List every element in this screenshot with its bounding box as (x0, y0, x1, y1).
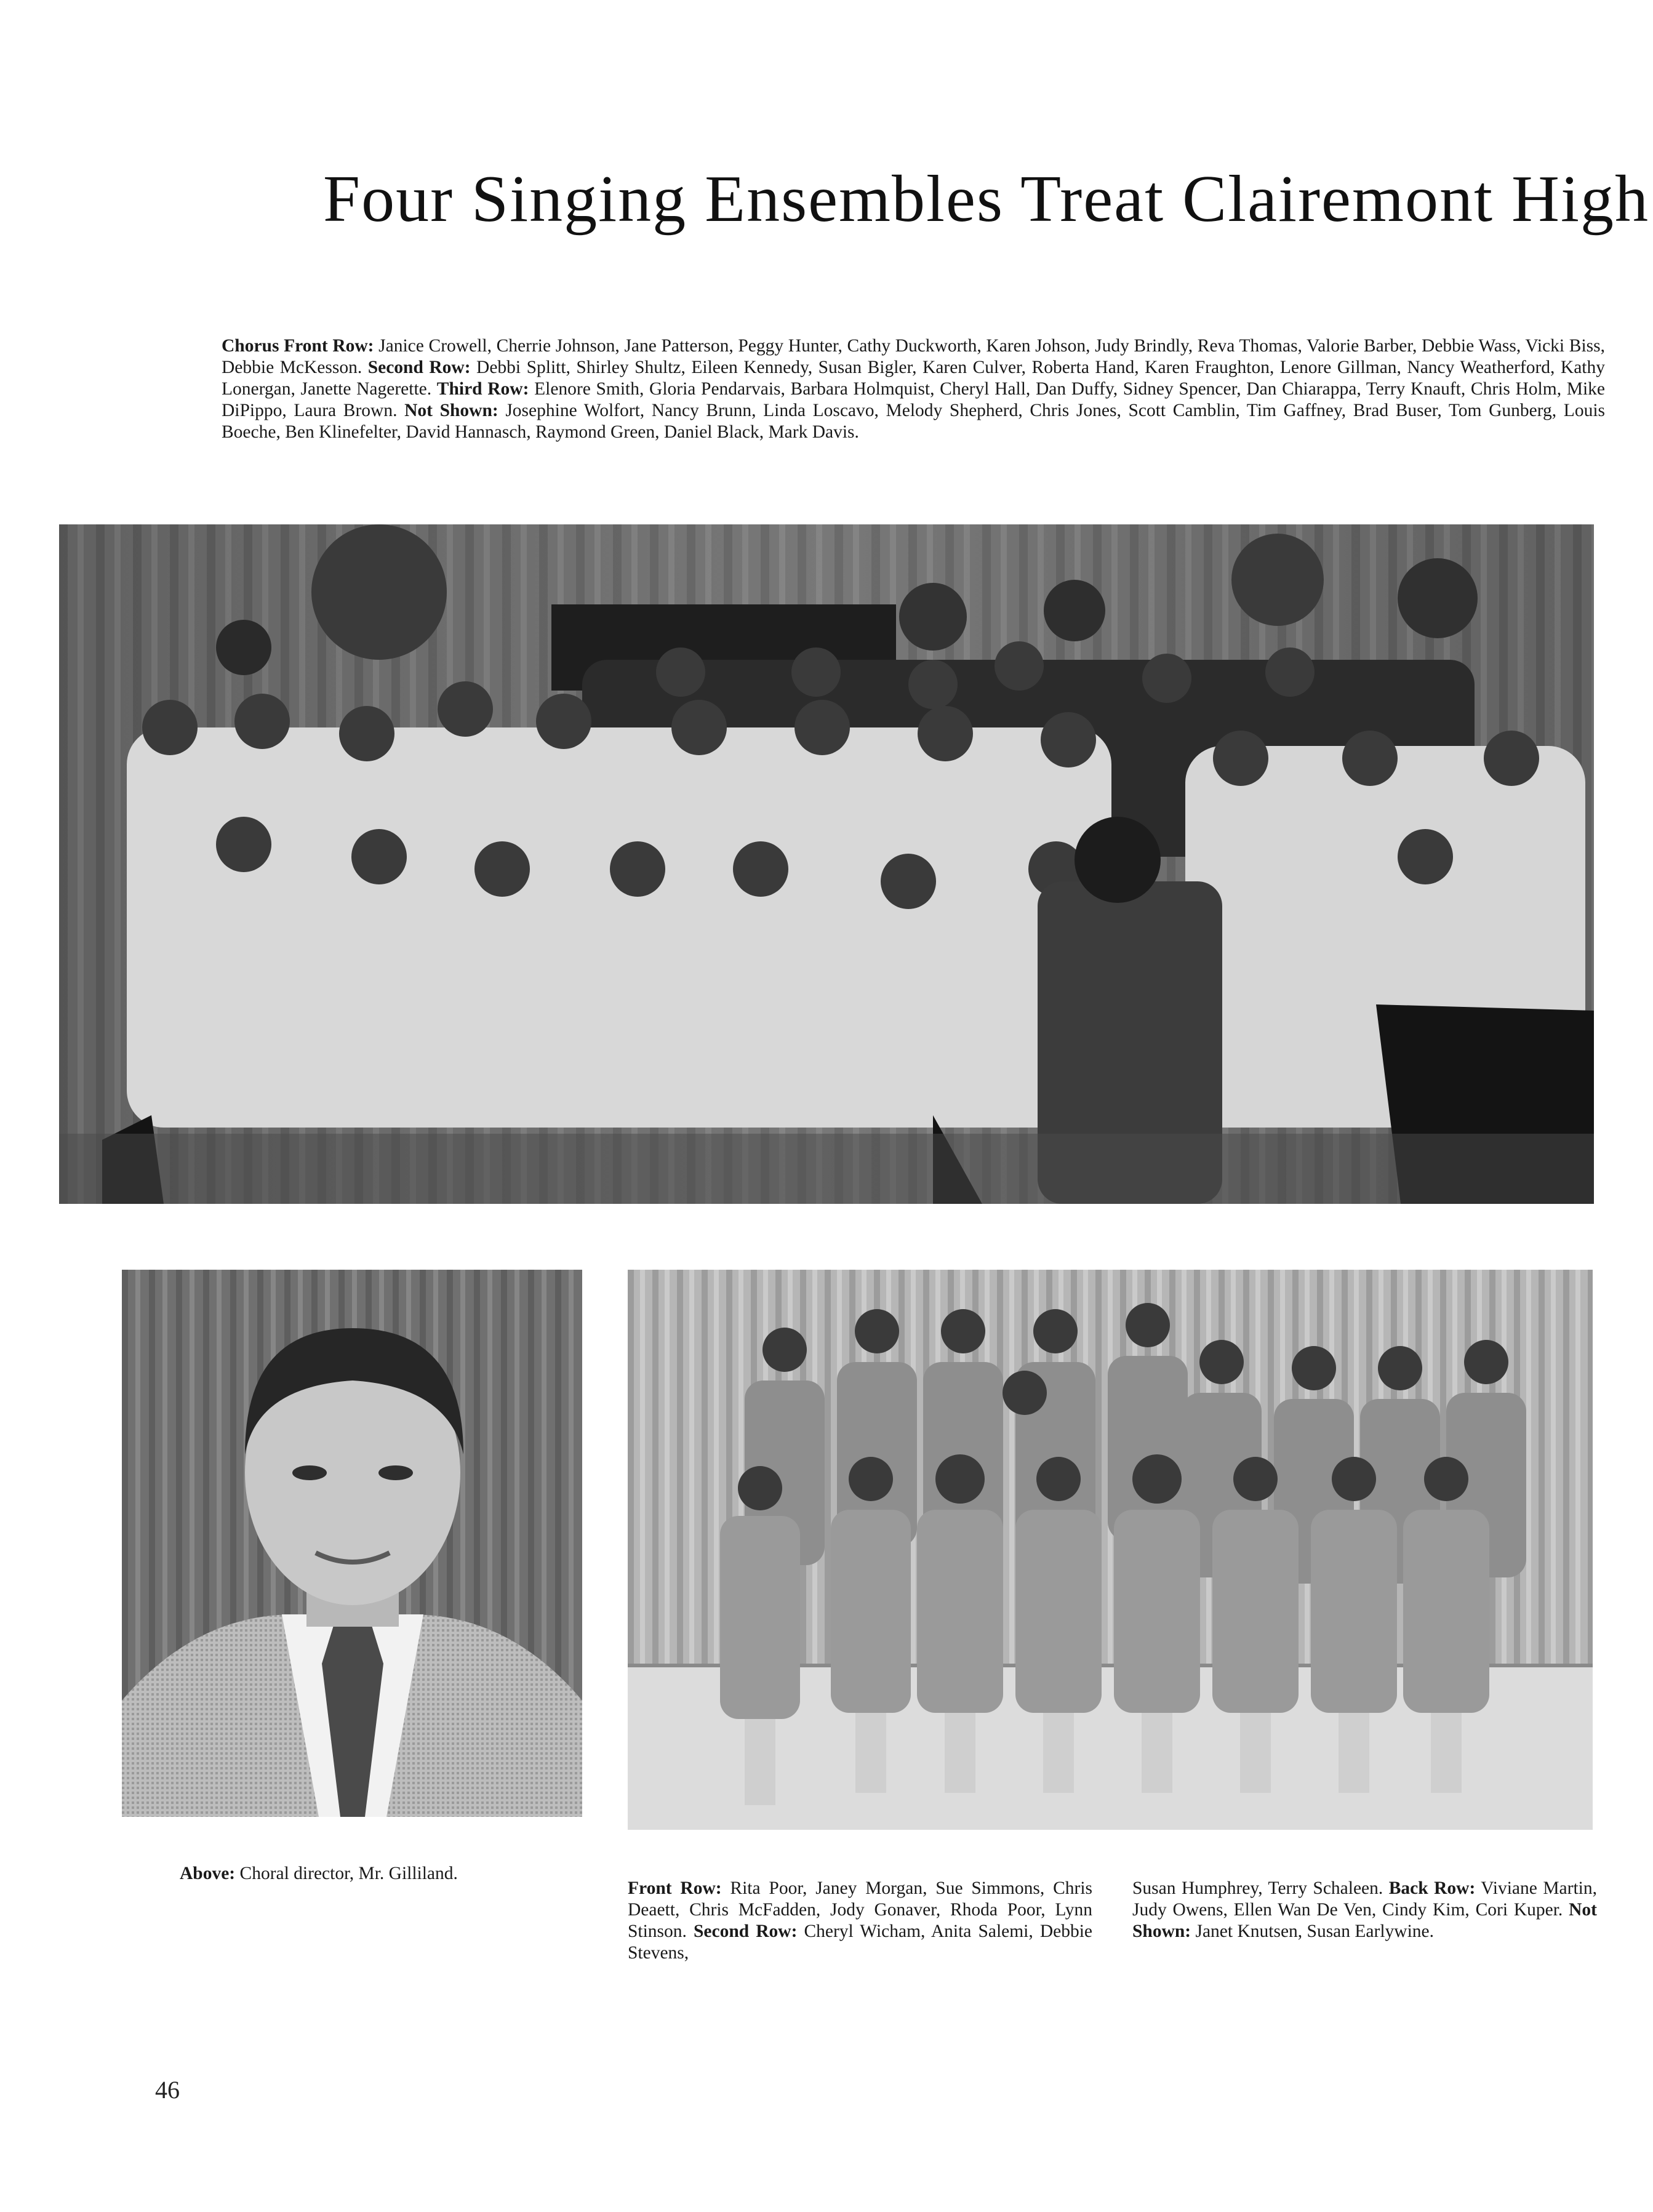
caption-label: Front Row: (628, 1878, 722, 1898)
caption-text: Rita Poor, Janey Morgan, Sue Simmons, Chris Deaett, Chris McFadden, Jody Gonaver, Rhoda Poor, Lynn Stinson. (628, 1878, 1092, 1941)
caption-text: Cheryl Wicham, Anita Salemi, Debbie Stevens, (628, 1921, 1093, 1963)
caption-text: Viviane Martin, Judy Owens, Ellen Wan De Ven, Cindy Kim, Cori Kuper. (1132, 1878, 1597, 1920)
caption-label: Back Row: (1388, 1878, 1476, 1898)
caption-text: Josephine Wolfort, Nancy Brunn, Linda Loscavo, Melody Shepherd, Chris Jones, Scott Camblin, Tim Gaffney, Brad Buser, Tom Gunberg, Louis Boeche, Ben Klinefelter, David Hannasch, Raymond Green, Daniel Black, Mark Davis. (222, 401, 1605, 442)
caption-label: Chorus Front Row: (222, 336, 374, 356)
girls-caption-column-1 (628, 1878, 1092, 1964)
girls-ensemble-photo-image (628, 1270, 1593, 1830)
caption-label: Third Row: (436, 379, 529, 399)
caption-label: Second Row: (693, 1921, 798, 1941)
caption-text: Elenore Smith, Gloria Pendarvais, Barbara Holmquist, Cheryl Hall, Dan Duffy, Sidney Spencer, Dan Chiarappa, Terry Knauft, Chris Holm, Mike DiPippo, Laura Brown. (222, 379, 1605, 420)
chorus-photo-image (59, 524, 1594, 1204)
caption-text: Choral director, Mr. Gilliland. (235, 1864, 458, 1883)
caption-label: Second Row: (367, 358, 471, 377)
director-caption (180, 1863, 524, 1885)
caption-label: Not Shown: (1132, 1900, 1597, 1941)
chorus-caption (222, 335, 1605, 443)
caption-text: Janice Crowell, Cherrie Johnson, Jane Patterson, Peggy Hunter, Cathy Duckworth, Karen Johson, Judy Brindly, Reva Thomas, Valorie Barber, Debbie Wass, Vicki Biss, Debbie McKesson. (222, 336, 1605, 377)
girls-caption-column-2 (1132, 1878, 1597, 1942)
girls-ensemble-photo (628, 1270, 1593, 1830)
caption-text: Debbi Splitt, Shirley Shultz, Eileen Kennedy, Susan Bigler, Karen Culver, Roberta Hand, Karen Fraughton, Lenore Gillman, Nancy Weatherford, Kathy Lonergan, Janette Nagerette. (222, 358, 1605, 399)
caption-text: Susan Humphrey, Terry Schaleen. (1132, 1878, 1389, 1898)
director-portrait-image (122, 1270, 582, 1817)
page-title: Four Singing Ensembles Treat Clairemont High (323, 162, 1649, 236)
director-portrait (122, 1270, 582, 1817)
caption-text: Janet Knutsen, Susan Earlywine. (1191, 1921, 1435, 1941)
caption-label: Not Shown: (404, 401, 498, 420)
caption-label: Above: (180, 1864, 236, 1883)
chorus-photo (59, 524, 1594, 1204)
page-number: 46 (155, 2076, 180, 2104)
